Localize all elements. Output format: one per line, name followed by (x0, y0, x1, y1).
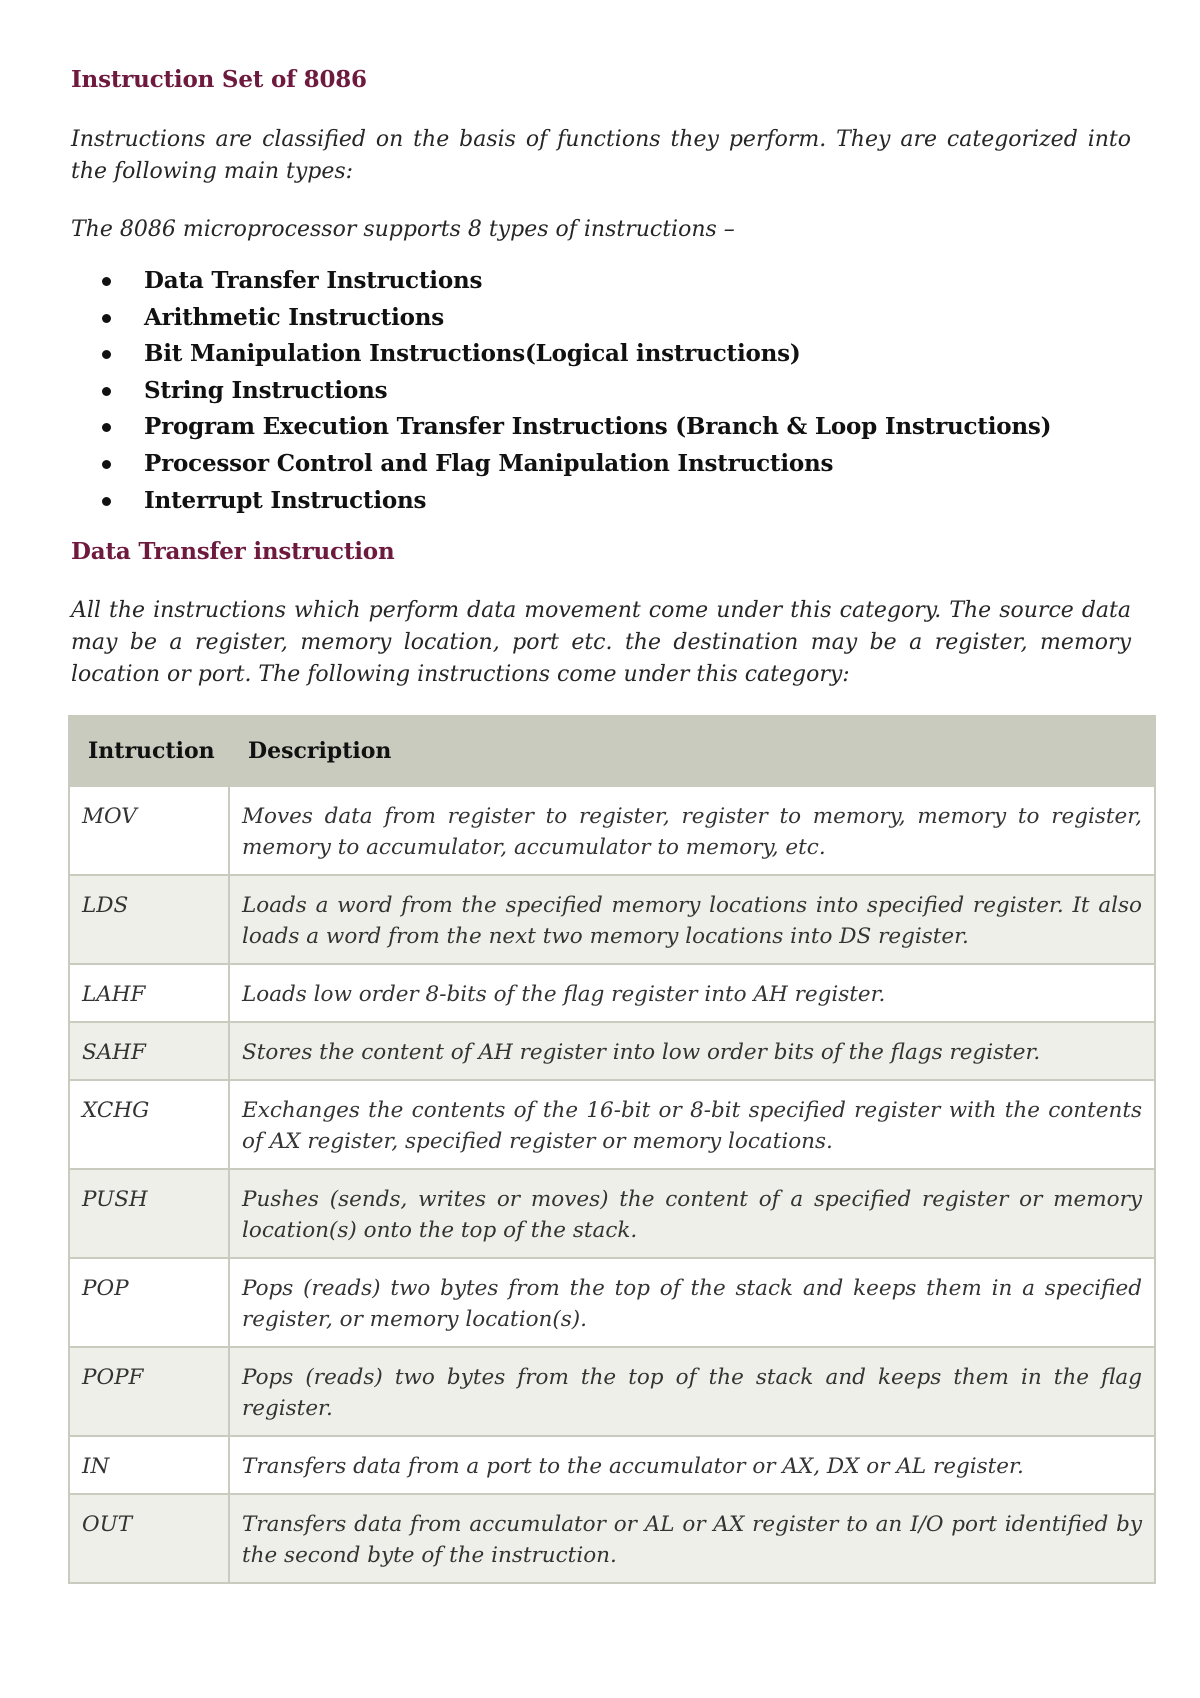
description-cell: Exchanges the contents of the 16-bit or 8-bit specified register with the contents of AX register, specified register or memory locations. (229, 1080, 1155, 1169)
table-row (69, 875, 1155, 964)
list-item-label: String Instructions (144, 376, 388, 404)
table-row (69, 1022, 1155, 1080)
description-cell: Transfers data from accumulator or AL or AX register to an I/O port identified by the second byte of the instruction. (229, 1494, 1155, 1583)
list-item-label: Processor Control and Flag Manipulation Instructions (144, 449, 834, 477)
types-intro: The 8086 microprocessor supports 8 types of instructions – (71, 217, 735, 242)
page-title: Instruction Set of 8086 (71, 66, 367, 93)
description-cell: Transfers data from a port to the accumulator or AX, DX or AL register. (229, 1436, 1155, 1494)
description-cell: Pops (reads) two bytes from the top of the stack and keeps them in a specified register, or memory location(s). (229, 1258, 1155, 1347)
instruction-cell: PUSH (69, 1169, 229, 1258)
bullet-icon (102, 350, 111, 359)
table-row (69, 1494, 1155, 1583)
bullet-icon (102, 277, 111, 286)
bullet-icon (102, 423, 111, 432)
list-item-label: Program Execution Transfer Instructions (Branch & Loop Instructions) (144, 413, 1052, 441)
list-item (96, 336, 1051, 373)
description-cell: Pops (reads) two bytes from the top of the stack and keeps them in the flag register. (229, 1347, 1155, 1436)
instruction-cell: POP (69, 1258, 229, 1347)
instruction-cell: XCHG (69, 1080, 229, 1169)
section-heading: Data Transfer instruction (71, 538, 395, 565)
instruction-cell: OUT (69, 1494, 229, 1583)
column-header-description: Description (229, 716, 1155, 786)
intro-paragraph: Instructions are classified on the basis of functions they perform. They are categorized into the following main types: (71, 127, 1131, 184)
list-item-label: Bit Manipulation Instructions(Logical instructions) (144, 340, 801, 368)
bullet-icon (102, 314, 111, 323)
instruction-types-list (96, 263, 1051, 519)
description-cell: Loads a word from the specified memory locations into specified register. It also loads a word from the next two memory locations into DS register. (229, 875, 1155, 964)
column-header-instruction: Intruction (69, 716, 229, 786)
table-row (69, 786, 1155, 875)
instruction-cell: LDS (69, 875, 229, 964)
description-cell: Stores the content of AH register into low order bits of the flags register. (229, 1022, 1155, 1080)
table-row (69, 1258, 1155, 1347)
table-row (69, 1436, 1155, 1494)
instruction-cell: MOV (69, 786, 229, 875)
list-item-label: Arithmetic Instructions (144, 303, 445, 331)
list-item-label: Data Transfer Instructions (144, 267, 483, 294)
table-row (69, 1347, 1155, 1436)
list-item (96, 483, 1051, 520)
table-row (69, 1080, 1155, 1169)
bullet-icon (102, 497, 111, 506)
list-item-label: Interrupt Instructions (144, 486, 427, 514)
instruction-cell: IN (69, 1436, 229, 1494)
bullet-icon (102, 387, 111, 396)
instruction-table (68, 715, 1156, 1584)
list-item (96, 263, 1051, 300)
description-cell: Loads low order 8-bits of the flag register into AH register. (229, 964, 1155, 1022)
instruction-cell: SAHF (69, 1022, 229, 1080)
instruction-cell: LAHF (69, 964, 229, 1022)
table-header-row (69, 716, 1155, 786)
table-row (69, 964, 1155, 1022)
table-row (69, 1169, 1155, 1258)
list-item (96, 409, 1051, 446)
list-item (96, 300, 1051, 337)
description-cell: Pushes (sends, writes or moves) the content of a specified register or memory location(s) onto the top of the stack. (229, 1169, 1155, 1258)
section-paragraph: All the instructions which perform data movement come under this category. The source data may be a register, memory location, port etc. the destination may be a register, memory location or port. The following instructions come under this category: (71, 598, 1131, 687)
list-item (96, 446, 1051, 483)
description-cell: Moves data from register to register, register to memory, memory to register, memory to accumulator, accumulator to memory, etc. (229, 786, 1155, 875)
bullet-icon (102, 460, 111, 469)
list-item (96, 373, 1051, 410)
instruction-cell: POPF (69, 1347, 229, 1436)
